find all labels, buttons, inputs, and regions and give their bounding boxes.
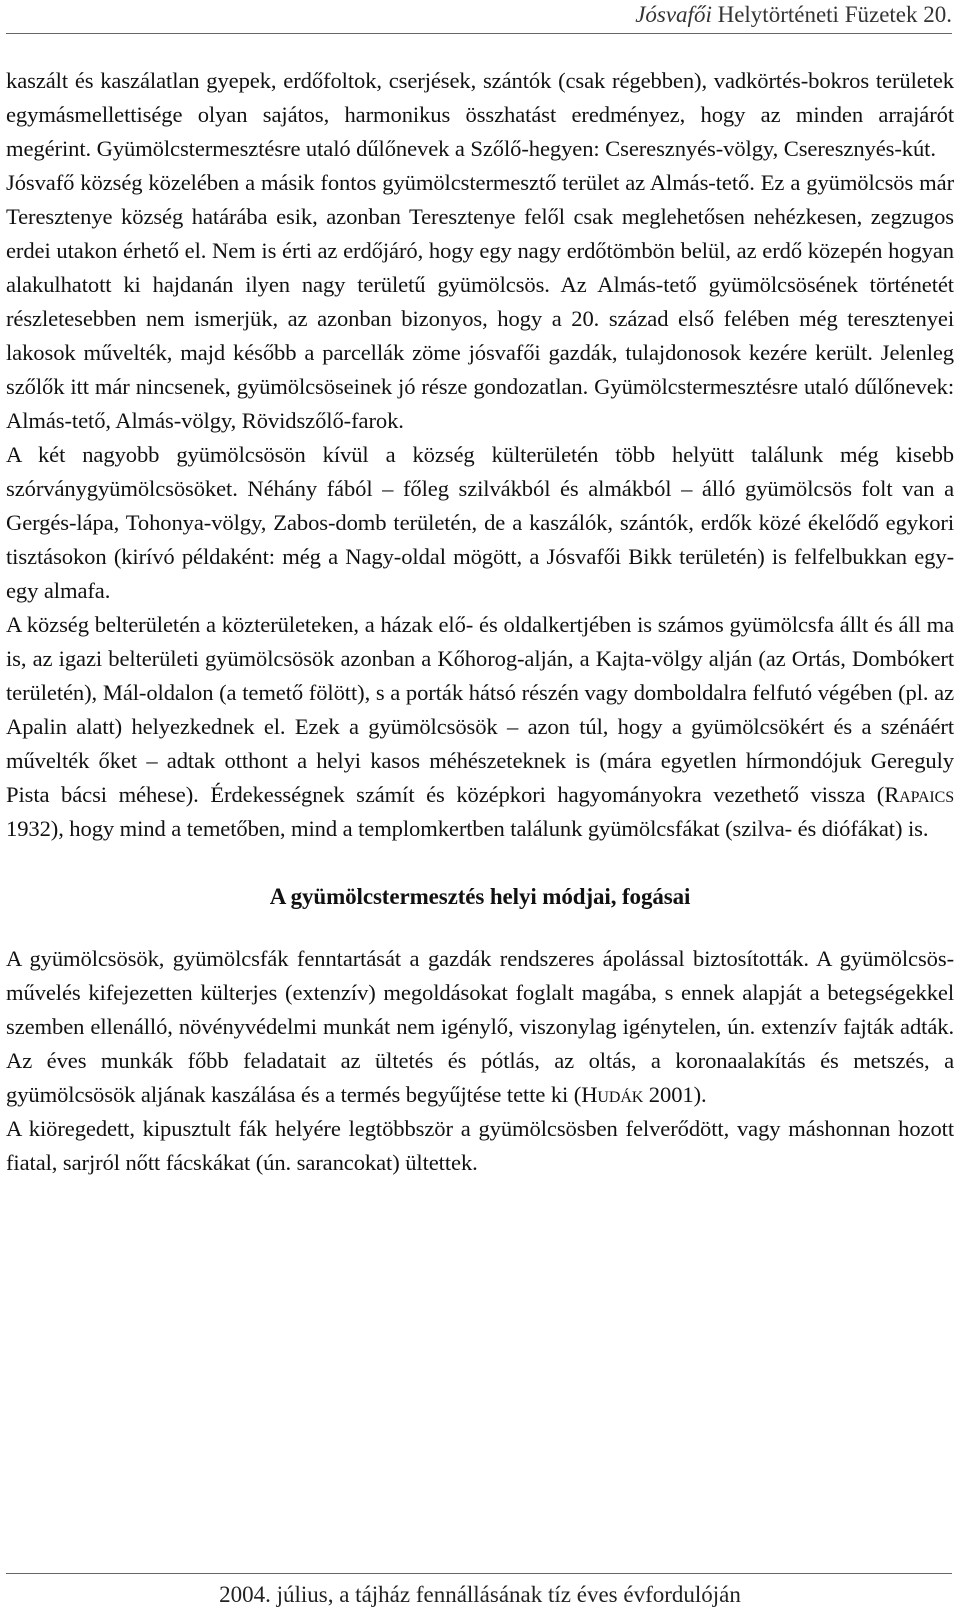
header-title-italic: Jósvafői (635, 2, 712, 27)
header-divider (6, 33, 952, 34)
paragraph-5-text-a: A gyümölcsösök, gyümölcsfák fenntartását a gazdák rendszeres ápolással biztosították. A gyümölcsös-művelés kifejezetten külterjes (extenzív) megoldásokat foglalt magába, s ennek alapját a betegségekkel szemben ellenálló, növényvédelmi munkát nem igénylő, viszonylag igénytelen, ún. extenzív fajták adták. Az éves munkák főbb feladatait az ültetés és pótlás, az oltás, a koronaalakítás és metszés, a gyümölcsösök aljának kaszálása és a termés begyűjtése tette ki ( (6, 946, 954, 1107)
header-title-rest: Helytörténeti Füzetek 20. (711, 2, 952, 27)
paragraph-6: A kiöregedett, kipusztult fák helyére legtöbbször a gyümölcsösben felverődött, vagy máshonnan hozott fiatal, sarjról nőtt fácskákat (ún. sarancokat) ültettek. (6, 1116, 954, 1175)
section-heading: A gyümölcstermesztés helyi módjai, fogásai (269, 884, 691, 909)
page-footer: 2004. július, a tájház fennállásának tíz éves évfordulóján (219, 1582, 741, 1607)
citation-author-rapaics: Rapaics (884, 782, 954, 807)
paragraph-2: Jósvafő község közelében a másik fontos gyümölcstermesztő terület az Almás-tető. Ez a gyümölcsös már Teresztenye község határába esik, azonban Teresztenye felől csak meglehetősen nehézkesen, zegzugos erdei utakon érhető el. Nem is érti az erdőjáró, hogy egy nagy erdőtömbön belül, az erdő közepén hogyan alakulhatott ki hajdanán ilyen nagy területű gyümölcsös. Az Almás-tető gyümölcsösének történetét részletesebben nem ismerjük, az azonban bizonyos, hogy a 20. század első felében még teresztenyei lakosok művelték, majd később a parcellák zöme jósvafői gazdák, tulajdonosok kezére került. Jelenleg szőlők itt már nincsenek, gyümölcsöseinek jó része gondozatlan. Gyümölcstermesztésre utaló dűlőnevek: Almás-tető, Almás-völgy, Rövidszőlő-farok. (6, 170, 954, 433)
body-text (6, 64, 954, 1180)
footer-divider (6, 1573, 952, 1574)
paragraph-1: kaszált és kaszálatlan gyepek, erdőfoltok, cserjések, szántók (csak régebben), vadkörtés-bokros területek egymásmellettisége olyan sajátos, harmonikus összhatást eredményez, hogy az minden arrajárót megérint. Gyümölcstermesztésre utaló dűlőnevek a Szőlő-hegyen: Cseresznyés-völgy, Cseresznyés-kút. (6, 68, 954, 161)
paragraph-4-text-b: 1932), hogy mind a temetőben, mind a templomkertben találunk gyümölcsfákat (szilva- és diófákat) is. (6, 816, 929, 841)
paragraph-4 (6, 608, 954, 846)
citation-author-hudak: Hudák (581, 1082, 644, 1107)
paragraph-5-text-b: 2001). (643, 1082, 707, 1107)
running-header (0, 0, 952, 30)
paragraph-5 (6, 942, 954, 1112)
paragraph-4-text-a: A község belterületén a közterületeken, a házak elő- és oldalkertjében is számos gyümölcsfa állt és áll ma is, az igazi belterületi gyümölcsösök azonban a Kőhorog-alján, a Kajta-völgy alján (az Ortás, Dombókert területén), Mál-oldalon (a temető fölött), s a porták hátsó részén vagy domboldalra felfutó végében (pl. az Apalin alatt) helyezkednek el. Ezek a gyümölcsösök – azon túl, hogy a gyümölcsökért és a szénáért művelték őket – adtak otthont a helyi kasos méhészeteknek is (mára egyetlen hírmondójuk Gereguly Pista bácsi méhese). Érdekességnek számít és középkori hagyományokra vezethető vissza ( (6, 612, 954, 807)
paragraph-3: A két nagyobb gyümölcsösön kívül a község külterületén több helyütt találunk még kisebb szórványgyümölcsösöket. Néhány fából – főleg szilvákból és almákból – álló gyümölcsös folt van a Gergés-lápa, Tohonya-völgy, Zabos-domb területén, de a kaszálók, szántók, erdők közé ékelődő egykori tisztásokon (kirívó példaként: még a Nagy-oldal mögött, a Jósvafői Bikk területén) is felfelbukkan egy-egy almafa. (6, 442, 954, 603)
